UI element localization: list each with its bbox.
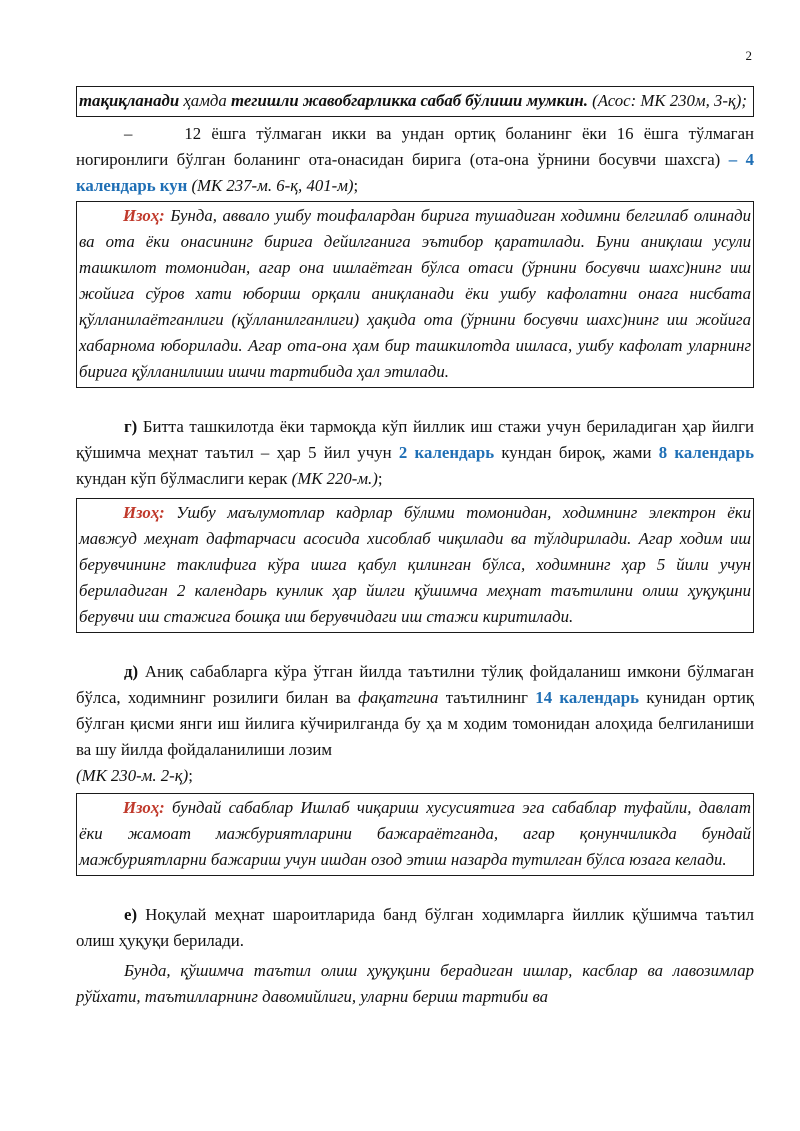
punctuation: ; — [188, 766, 193, 785]
continued-note-box — [76, 86, 754, 117]
bold-text: тегишли жавобгарликка сабаб бўлиши мумкин. — [230, 91, 588, 110]
legal-reference: (МК 230-м. 2-қ) — [76, 766, 189, 785]
document-body — [76, 86, 754, 1010]
highlight-days: – 4 календарь кун — [76, 150, 754, 195]
item-letter: г) — [124, 417, 138, 436]
paragraph-parents-leave — [76, 121, 754, 199]
paragraph-text: таътилнинг — [438, 688, 536, 707]
text: ҳамда — [179, 91, 231, 110]
note-label: Изоҳ: — [123, 503, 165, 522]
paragraph-continuation: Бунда, қўшимча таътил олиш ҳуқуқини берадиган ишлар, касблар ва лавозимлар рўйхати, таътилларнинг давомийлиги, уларни бериш тартиби ва — [76, 961, 754, 1006]
dash: – — [124, 124, 133, 143]
note-box-1 — [76, 201, 754, 388]
note-box-2 — [76, 498, 754, 633]
legal-reference: (МК 237-м. 6-қ, 401-м) — [187, 176, 354, 195]
item-letter: д) — [124, 662, 139, 681]
paragraph-text: Аниқ сабабларга кўра ўтган йилда таътилни тўлиқ фойдаланиш имкони бўлмаган бўлса, ходимнинг розилиги билан ва — [76, 662, 754, 707]
legal-reference: (Асос: МК 230м, 3-қ); — [587, 91, 747, 110]
item-letter: е) — [124, 905, 138, 924]
note-text: Ушбу маълумотлар кадрлар бўлими томонидан, ходимнинг электрон ёки мавжуд меҳнат дафтарчаси асосида хисоблаб чиқилади ва тўлдирилади. Агар ходим иш берувчининг таклифига кўра ишга қабул қилинган бўлса, ходимнинг ҳар 5 йили учун бериладиган 2 календарь кунлик ҳар йилги қўшимча меҳнат таътилини олиш ҳуқуқини берувчи иш стажига бошқа иш берувчидаги иш стажи киритилади. — [79, 503, 751, 626]
paragraph-text: Битта ташкилотда ёки тармоқда кўп йиллик иш стажи учун бериладиган ҳар йилги қўшимча меҳнат таътил – ҳар 5 йил учун — [76, 417, 754, 462]
highlight-days: 14 календарь — [535, 688, 640, 707]
punctuation: ; — [353, 176, 359, 195]
note-text: Бунда, аввало ушбу тоифалардан бирига тушадиган ходимни белгилаб олинади ва ота ёки онасининг бирига дейилганига эътибор қаратилади. Буни аниқлаш усули ташкилот томонидан, агар она ишлаётган бўлса отаси (ўрнини босувчи шахс)нинг иш жойига сўров хати юбориш орқали аниқланади ёки ушбу кафолатни онага нисбата қўлланилаётганлиги (қўлланилганлиги) ҳақида ота (ўрнини босувчи шахс)нинг иш жойига хабарнома юборилади. Агар ота-она ҳам бир ташкилотда ишласа, ушбу кафолат уларнинг бирига қўлланилиши ишчи тартибида ҳал этилади. — [79, 206, 751, 381]
highlight-days: 8 календарь — [658, 443, 755, 462]
bold-text: тақиқланади — [79, 91, 180, 110]
italic-text: фақатгина — [358, 688, 439, 707]
note-label: Изоҳ: — [123, 798, 165, 817]
paragraph-text: 12 ёшга тўлмаган икки ва ундан ортиқ боланинг ёки 16 ёшга тўлмаган ногиронлиги бўлган боланинг ота-онасидан бирига (ота-она ўрнини босувчи шахсга) — [76, 124, 754, 169]
page-number: 2 — [745, 48, 752, 63]
paragraph-d — [76, 659, 754, 789]
legal-reference: (МК 220-м.) — [291, 469, 378, 488]
paragraph-text: Ноқулай меҳнат шароитларида банд бўлган ходимларга йиллик қўшимча таътил олиш ҳуқуқи берилади. — [76, 905, 754, 950]
paragraph-text: кундан кўп бўлмаслиги керак — [76, 469, 292, 488]
paragraph-text: кундан бироқ, жами — [494, 443, 659, 462]
note-label: Изоҳ: — [123, 206, 165, 225]
punctuation: ; — [377, 469, 383, 488]
paragraph-text: кунидан ортиқ бўлган қисми янги иш йилига кўчирилганда бу ҳа м ходим томонидан алоҳида белгиланиши ва шу йилда фойдаланилиши лозим — [76, 688, 754, 759]
highlight-days: 2 календарь — [398, 443, 495, 462]
note-box-3 — [76, 793, 754, 876]
note-text: бундай сабаблар Ишлаб чиқариш хусусиятига эга сабаблар туфайли, давлат ёки жамоат мажбуриятларини бажараётганда, агар қонунчиликда бундай мажбуриятларни бажариш учун ишдан озод этиш назарда тутилган бўлса юзага келади. — [79, 798, 751, 869]
paragraph-g — [76, 414, 754, 492]
paragraph-e — [76, 902, 754, 954]
